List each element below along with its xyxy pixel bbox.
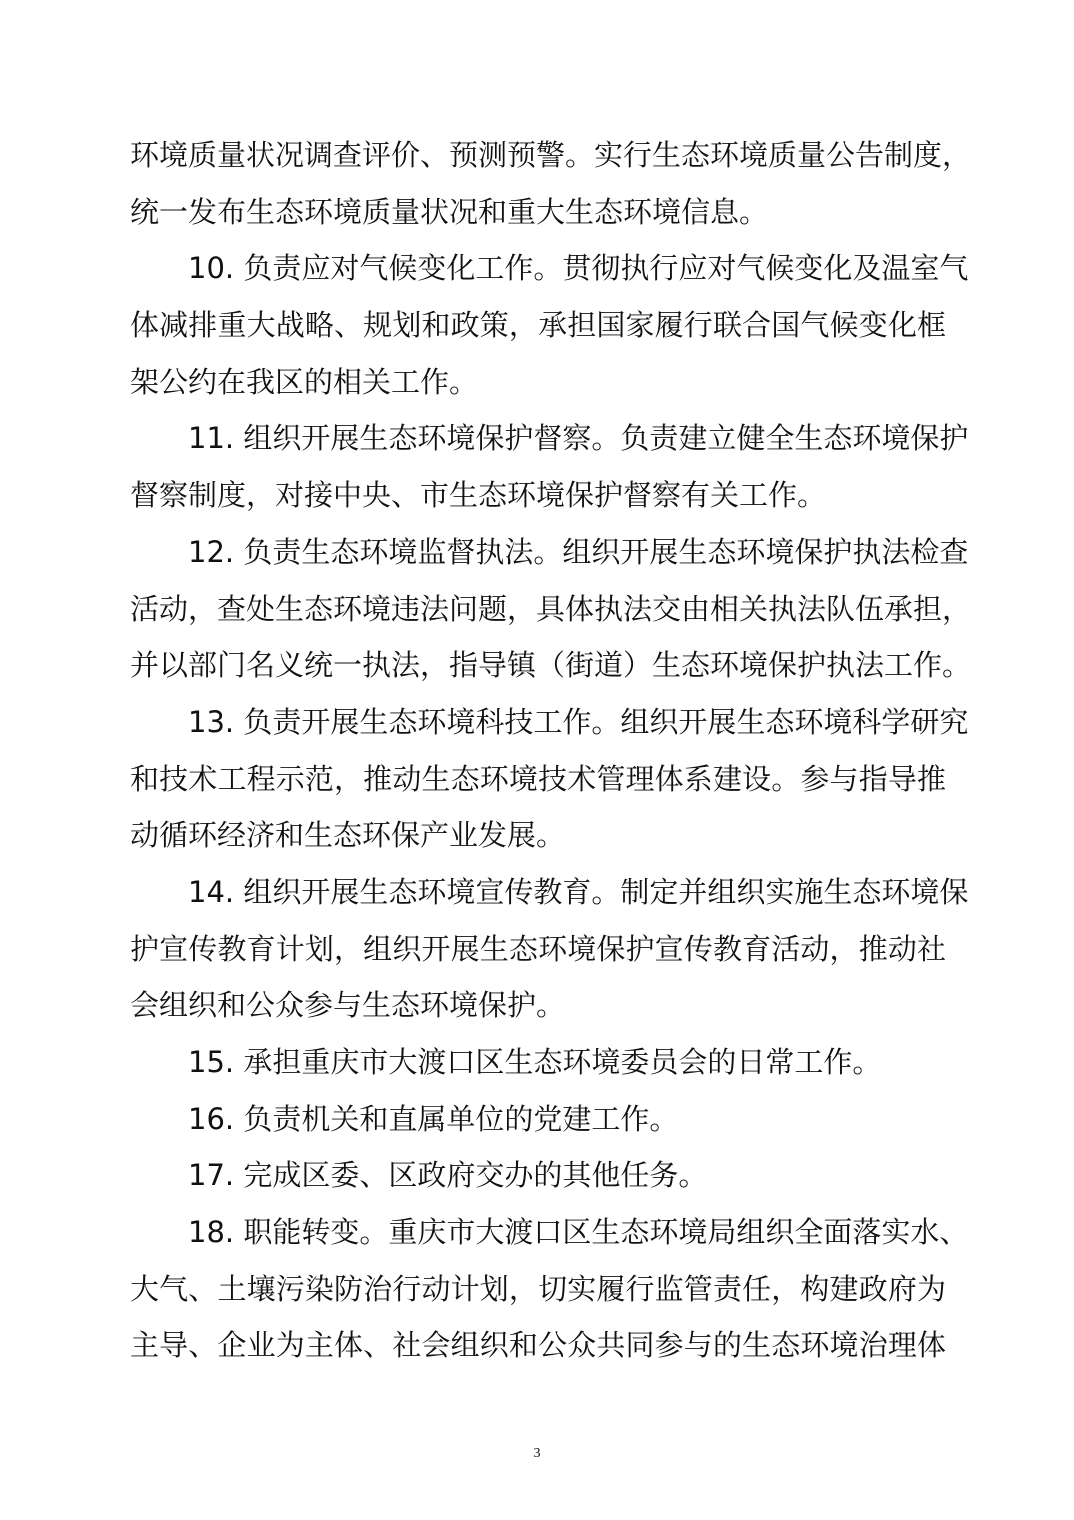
text-line: 15. 承担重庆市大渡口区生态环境委员会的日常工作。 <box>188 1045 882 1079</box>
text-line: 动循环经济和生态环保产业发展。 <box>130 818 566 853</box>
document-body <box>130 127 972 1374</box>
text-line: 会组织和公众参与生态环境保护。 <box>130 988 566 1023</box>
text-line: 13. 负责开展生态环境科技工作。组织开展生态环境科学研究 <box>188 704 969 739</box>
text-line: 主导、企业为主体、社会组织和公众共同参与的生态环境治理体 <box>130 1328 946 1363</box>
text-line: 17. 完成区委、区政府交办的其他任务。 <box>188 1158 708 1193</box>
text-line: 大气、土壤污染防治行动计划，切实履行监管责任，构建政府为 <box>130 1271 946 1306</box>
text-line: 环境质量状况调查评价、预测预警。实行生态环境质量公告制度， <box>130 138 972 172</box>
text-line: 11. 组织开展生态环境保护督察。负责建立健全生态环境保护 <box>188 421 969 456</box>
text-line: 架公约在我区的相关工作。 <box>130 364 479 399</box>
text-line: 督察制度，对接中央、市生态环境保护督察有关工作。 <box>130 478 827 513</box>
text-line: 护宣传教育计划，组织开展生态环境保护宣传教育活动，推动社 <box>130 931 946 966</box>
text-line: 和技术工程示范，推动生态环境技术管理体系建设。参与指导推 <box>130 761 946 796</box>
text-line: 18. 职能转变。重庆市大渡口区生态环境局组织全面落实水、 <box>188 1215 969 1250</box>
text-line: 12. 负责生态环境监督执法。组织开展生态环境保护执法检查 <box>188 534 969 569</box>
text-line: 活动，查处生态环境违法问题，具体执法交由相关执法队伍承担， <box>130 591 972 626</box>
text-line: 体减排重大战略、规划和政策，承担国家履行联合国气候变化框 <box>130 308 946 343</box>
text-line: 14. 组织开展生态环境宣传教育。制定并组织实施生态环境保 <box>188 874 969 909</box>
text-line: 并以部门名义统一执法，指导镇（街道）生态环境保护执法工作。 <box>130 648 972 683</box>
text-line: 16. 负责机关和直属单位的党建工作。 <box>188 1101 679 1136</box>
page-number: 3 <box>533 1446 541 1461</box>
text-line: 10. 负责应对气候变化工作。贯彻执行应对气候变化及温室气 <box>188 251 969 286</box>
text-line: 统一发布生态环境质量状况和重大生态环境信息。 <box>130 194 769 229</box>
